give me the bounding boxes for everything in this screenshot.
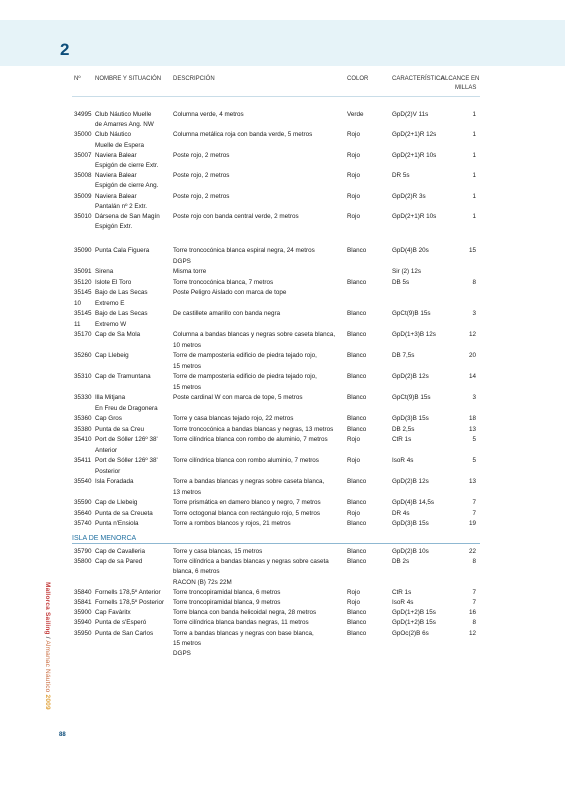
cell-car: IsoR 4s <box>392 457 414 464</box>
cell-no: 35009 <box>74 192 92 200</box>
cell-car: GpD(3)B 15s <box>392 415 429 422</box>
cell-alc: 1 <box>472 213 476 220</box>
cell-no: 35590 <box>74 499 92 506</box>
col-header-alc: ALCANCE EN <box>441 76 480 82</box>
cell-color: Verde <box>347 111 364 118</box>
cell-no: 35090 <box>74 247 92 254</box>
chapter-number: 2 <box>60 40 70 59</box>
cell-color: Blanco <box>347 331 367 338</box>
cell-desc: Torre y casa blancas tejado rojo, 22 metros <box>173 415 294 422</box>
cell-color: Blanco <box>347 629 367 637</box>
cell-desc: Torre de mampostería edificio de piedra tejado rojo, <box>173 352 317 359</box>
cell-car: GpD(1+2)B 15s <box>392 609 436 617</box>
cell-name: Dársena de San Magín <box>95 213 160 220</box>
cell-name: Cap Llebeig <box>95 352 129 359</box>
cell-desc: Columna metálica roja con banda verde, 5 metros <box>173 131 313 139</box>
cell-no: 35540 <box>74 478 92 485</box>
cell-car: DB 2,5s <box>392 425 415 433</box>
cell-name: Islote El Toro <box>95 278 132 286</box>
cell-no: 35310 <box>74 373 92 380</box>
cell-color: Blanco <box>347 352 367 359</box>
cell-desc: 10 metros <box>173 341 201 349</box>
cell-name: Punta de sa Creu <box>95 425 145 433</box>
cell-color: Blanco <box>347 425 367 433</box>
cell-name: Punta de San Carlos <box>95 629 154 637</box>
cell-no: 35120 <box>74 278 92 286</box>
cell-car: GpD(3)B 15s <box>392 520 429 527</box>
cell-no: 35145 <box>74 310 92 317</box>
sidebar-vertical-title: Mallorca Sailing / Almanac Náutico 2009 <box>44 582 51 710</box>
cell-name: Port de Sóller 126º 38' <box>95 436 158 443</box>
sidebar-title: Mallorca Sailing <box>44 582 51 635</box>
cell-desc: Poste rojo, 2 metros <box>173 172 230 180</box>
cell-color: Blanco <box>347 310 367 317</box>
col-header-no: Nº <box>74 76 81 82</box>
cell-car: GpD(2)B 12s <box>392 373 429 380</box>
cell-desc: Torre cilíndrica blanca con rombo aluminio, 7 metros <box>173 457 319 464</box>
cell-color: Rojo <box>347 457 360 464</box>
cell-color: Blanco <box>347 548 367 555</box>
cell-car: GpD(4)B 20s <box>392 247 429 254</box>
sidebar-year: 2009 <box>44 694 51 710</box>
cell-color: Blanco <box>347 478 367 485</box>
cell-alc: 1 <box>472 192 476 200</box>
cell-alc: 7 <box>472 588 476 596</box>
cell-name: Espigón Extr. <box>95 223 133 231</box>
cell-car: IsoR 4s <box>392 599 414 606</box>
cell-color: Blanco <box>347 247 367 254</box>
cell-color: Rojo <box>347 588 360 596</box>
cell-alc: 3 <box>472 310 476 317</box>
cell-desc: Misma torre <box>173 268 207 275</box>
sidebar-subtitle: Almanac Náutico <box>44 640 51 693</box>
cell-no: 35640 <box>74 509 92 517</box>
cell-no: 35841 <box>74 599 92 606</box>
cell-name: Extremo W <box>95 320 127 328</box>
cell-name: Fornells 178,5º Posterior <box>95 599 165 606</box>
cell-desc: blanca, 6 metros <box>173 568 220 576</box>
cell-desc: Torre y casa blancas, 15 metros <box>173 548 263 555</box>
cell-name: Espigón de cierre Ang. <box>95 182 159 190</box>
cell-no: 35800 <box>74 558 92 566</box>
cell-color: Blanco <box>347 415 367 422</box>
cell-alc: 15 <box>468 247 476 254</box>
cell-name: Fornells 178,5º Anterior <box>95 588 161 596</box>
cell-car: DR 5s <box>392 172 410 180</box>
cell-desc: 13 metros <box>173 488 201 496</box>
cell-car: DR 4s <box>392 509 410 517</box>
section-title: ISLA DE MENORCA <box>72 535 480 544</box>
cell-name: Punta de s'Esperó <box>95 619 147 627</box>
cell-alc: 8 <box>472 278 476 286</box>
header-divider <box>72 96 480 97</box>
col-header-name: NOMBRE Y SITUACIÓN <box>95 76 162 82</box>
cell-color: Rojo <box>347 509 360 517</box>
header-band <box>0 20 565 66</box>
cell-alc: 13 <box>468 478 476 485</box>
cell-desc: Torre a bandas blancas y negras con base blanca, <box>173 629 314 637</box>
cell-car: GpD(4)B 14,5s <box>392 499 434 506</box>
cell-name: Espigón de cierre Extr. <box>95 162 159 169</box>
cell-no: 35330 <box>74 394 92 401</box>
cell-desc: Torre a bandas blancas y negras sobre caseta blanca, <box>173 478 325 485</box>
cell-desc: Torre troncocónica blanca, 7 metros <box>173 278 274 286</box>
cell-alc: 7 <box>472 499 476 506</box>
cell-name: Punta n'Ensiola <box>95 520 139 527</box>
cell-desc: Torre troncocónica a bandas blancas y negras, 13 metros <box>173 425 334 433</box>
col-header-car: CARACTERÍSTICA <box>392 76 445 82</box>
cell-no: 10 <box>74 299 82 307</box>
cell-car: GpCt(9)B 15s <box>392 394 431 401</box>
cell-alc: 1 <box>472 111 476 118</box>
cell-no: 35950 <box>74 629 92 637</box>
cell-alc: 5 <box>472 457 476 464</box>
cell-name: Isla Foradada <box>95 478 134 485</box>
cell-no: 35008 <box>74 172 92 180</box>
cell-name: Cap de sa Pared <box>95 558 143 566</box>
cell-name: Naviera Balear <box>95 151 137 159</box>
cell-color: Blanco <box>347 520 367 527</box>
cell-color: Rojo <box>347 151 360 159</box>
cell-car: Sir (2) 12s <box>392 268 422 275</box>
cell-alc: 3 <box>472 394 476 401</box>
cell-desc: Torre cilíndrica blanca bandas negras, 11 metros <box>173 619 309 627</box>
cell-color: Rojo <box>347 131 360 139</box>
cell-no: 35790 <box>74 548 92 555</box>
cell-car: GpD(2+1)R 12s <box>392 131 437 139</box>
cell-desc: DGPS <box>173 257 191 265</box>
cell-desc: Poste cardinal W con marca de tope, 5 metros <box>173 394 303 401</box>
cell-desc: Torre troncocónica blanca espiral negra, 24 metros <box>173 247 315 254</box>
cell-car: GpOc(2)B 6s <box>392 629 429 637</box>
cell-desc: RACON (B) 72s 22M <box>173 578 232 586</box>
col-header-color: COLOR <box>347 76 369 82</box>
cell-desc: 15 metros <box>173 383 201 391</box>
cell-desc: Poste Peligro Aislado con marca de tope <box>173 289 287 296</box>
cell-car: GpD(2)B 10s <box>392 548 429 555</box>
cell-desc: DGPS <box>173 650 191 657</box>
cell-name: Cap Favàritx <box>95 609 131 617</box>
cell-desc: Columna verde, 4 metros <box>173 111 244 118</box>
cell-no: 35380 <box>74 425 92 433</box>
cell-alc: 22 <box>468 548 476 555</box>
cell-color: Blanco <box>347 373 367 380</box>
cell-car: CtR 1s <box>392 436 412 443</box>
cell-name: Extremo E <box>95 299 125 307</box>
col-header-alc-2: MILLAS <box>455 85 477 91</box>
cell-name: Punta Cala Figuera <box>95 247 150 254</box>
cell-name: Bajo de Las Secas <box>95 310 148 317</box>
cell-desc: Torre octogonal blanca con rectángulo rojo, 5 metros <box>173 509 321 517</box>
cell-name: Naviera Balear <box>95 172 137 180</box>
cell-name: Naviera Balear <box>95 192 137 200</box>
cell-no: 35091 <box>74 268 92 275</box>
cell-name: Cap de Cavalleria <box>95 548 146 555</box>
cell-name: Posterior <box>95 467 121 475</box>
cell-desc: Torre troncopiramidal blanca, 6 metros <box>173 588 281 596</box>
cell-alc: 1 <box>472 151 476 159</box>
cell-alc: 16 <box>468 609 476 617</box>
cell-no: 35360 <box>74 415 92 422</box>
cell-name: En Freu de Dragonera <box>95 404 158 412</box>
cell-no: 35940 <box>74 619 92 627</box>
cell-desc: Torre cilíndrica a bandas blancas y negras sobre caseta <box>173 558 329 566</box>
cell-no: 35260 <box>74 352 92 359</box>
cell-alc: 14 <box>468 373 476 380</box>
cell-name: Club Náutico Muelle <box>95 111 152 118</box>
cell-alc: 12 <box>468 331 476 338</box>
cell-car: GpD(2)R 3s <box>392 192 426 200</box>
cell-color: Blanco <box>347 394 367 401</box>
cell-name: Pantalán nº 2 Extr. <box>95 202 148 210</box>
cell-name: de Amarres Ang. NW <box>95 121 154 129</box>
cell-alc: 8 <box>472 619 476 627</box>
cell-car: DB 7,5s <box>392 352 415 359</box>
cell-color: Blanco <box>347 609 367 617</box>
cell-alc: 8 <box>472 558 476 566</box>
cell-color: Rojo <box>347 192 360 200</box>
cell-alc: 1 <box>472 172 476 180</box>
cell-alc: 13 <box>468 425 476 433</box>
cell-desc: Poste rojo con banda central verde, 2 metros <box>173 213 299 220</box>
cell-name: Club Náutico <box>95 131 132 139</box>
cell-car: GpD(2)V 11s <box>392 111 429 118</box>
cell-no: 35740 <box>74 520 92 527</box>
cell-name: Anterior <box>95 446 118 454</box>
cell-car: GpD(2+1)R 10s <box>392 213 437 220</box>
cell-color: Rojo <box>347 599 360 606</box>
cell-color: Blanco <box>347 619 367 627</box>
cell-no: 35000 <box>74 131 92 139</box>
cell-no: 35170 <box>74 331 92 338</box>
cell-color: Rojo <box>347 172 360 180</box>
cell-no: 35410 <box>74 436 92 443</box>
cell-no: 35145 <box>74 289 92 296</box>
cell-alc: 19 <box>468 520 476 527</box>
cell-name: Muelle de Espera <box>95 141 145 149</box>
cell-alc: 7 <box>472 509 476 517</box>
cell-car: DB 2s <box>392 558 410 566</box>
cell-desc: Columna a bandas blancas y negras sobre caseta blanca, <box>173 331 336 338</box>
cell-no: 11 <box>74 320 81 328</box>
cell-name: Bajo de Las Secas <box>95 289 148 296</box>
cell-color: Rojo <box>347 213 360 220</box>
cell-alc: 5 <box>472 436 476 443</box>
cell-no: 34995 <box>74 111 92 118</box>
cell-car: GpCt(9)B 15s <box>392 310 431 317</box>
cell-desc: Torre troncopiramidal blanca, 9 metros <box>173 599 281 606</box>
cell-name: Punta de sa Creueta <box>95 509 153 517</box>
cell-desc: Torre de mampostería edificio de piedra tejado rojo, <box>173 373 317 380</box>
cell-desc: Torre prismática en damero blanco y negro, 7 metros <box>173 499 321 506</box>
cell-no: 35007 <box>74 151 92 159</box>
cell-name: Port de Sóller 126º 38' <box>95 457 158 464</box>
cell-no: 35010 <box>74 213 92 220</box>
cell-color: Blanco <box>347 558 367 566</box>
cell-desc: Torre blanca con banda helicoidal negra, 28 metros <box>173 609 317 617</box>
cell-alc: 18 <box>468 415 476 422</box>
col-header-desc: DESCRIPCIÓN <box>173 76 215 82</box>
cell-name: Illa Mitjana <box>95 394 126 401</box>
cell-desc: Poste rojo, 2 metros <box>173 151 230 159</box>
cell-no: 35411 <box>74 457 92 464</box>
cell-car: GpD(2)B 12s <box>392 478 429 485</box>
cell-desc: 15 metros <box>173 639 201 647</box>
cell-color: Blanco <box>347 499 367 506</box>
cell-name: Cap de Tramuntana <box>95 373 151 380</box>
cell-desc: Torre a rombos blancos y rojos, 21 metros <box>173 520 291 527</box>
cell-desc: Torre cilíndrica blanca con rombo de aluminio, 7 metros <box>173 436 328 443</box>
cell-alc: 12 <box>468 629 476 637</box>
cell-desc: 15 metros <box>173 362 201 370</box>
cell-car: GpD(1+2)B 15s <box>392 619 436 627</box>
cell-color: Blanco <box>347 278 367 286</box>
cell-color: Rojo <box>347 436 360 443</box>
cell-car: GpD(2+1)R 10s <box>392 151 437 159</box>
cell-alc: 7 <box>472 599 476 606</box>
cell-name: Cap Gros <box>95 415 122 422</box>
cell-alc: 20 <box>468 352 476 359</box>
cell-no: 35840 <box>74 588 92 596</box>
cell-car: DB 5s <box>392 278 410 286</box>
cell-car: CtR 1s <box>392 588 412 596</box>
cell-desc: De castillete amarillo con banda negra <box>173 310 281 317</box>
cell-no: 35900 <box>74 609 92 617</box>
cell-name: Cap de Llebeig <box>95 499 138 506</box>
page-number: 88 <box>59 732 66 738</box>
cell-alc: 1 <box>472 131 476 139</box>
cell-name: Sirena <box>95 268 114 275</box>
cell-car: GpD(1+3)B 12s <box>392 331 436 338</box>
cell-desc: Poste rojo, 2 metros <box>173 192 230 200</box>
cell-name: Cap de Sa Mola <box>95 331 141 338</box>
